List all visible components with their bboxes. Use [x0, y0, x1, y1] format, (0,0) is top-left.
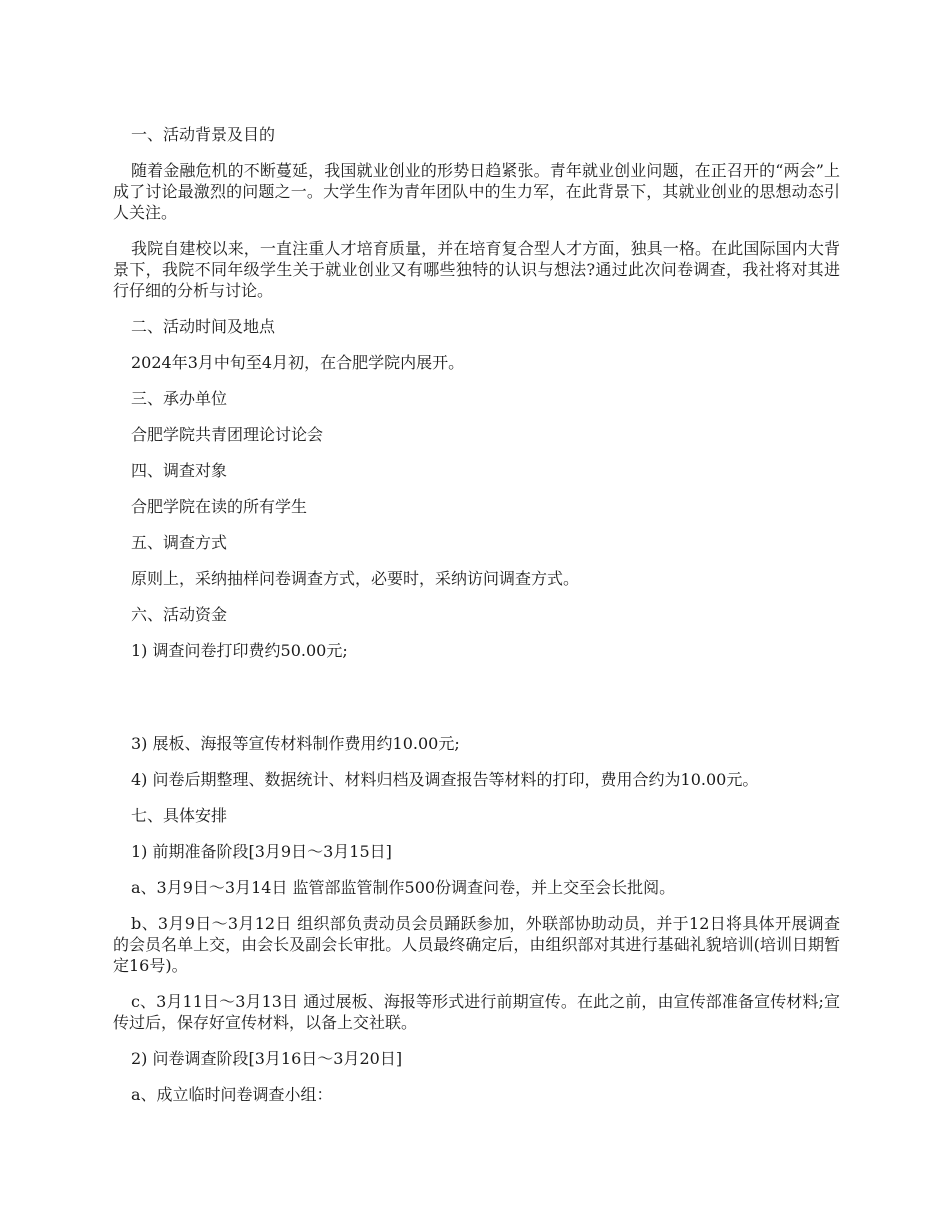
section-heading-target: 四、调查对象: [131, 461, 228, 480]
section-heading-organizer: 三、承办单位: [131, 389, 228, 408]
section-heading-time-place: 二、活动时间及地点: [131, 317, 276, 336]
paragraph-target: 合肥学院在读的所有学生: [131, 497, 308, 516]
section-heading-method: 五、调查方式: [131, 533, 228, 552]
paragraph-background-1: 随着金融危机的不断蔓延，我国就业创业的形势日趋紧张。青年就业创业问题，在正召开的“两会”上成了讨论最激烈的问题之一。大学生作为青年团队中的生力军，在此背景下，其就业创业的思想动态引人关注。: [113, 161, 840, 222]
paragraph-method: 原则上，采纳抽样问卷调查方式，必要时，采纳访问调查方式。: [131, 569, 580, 588]
paragraph-background-2: 我院自建校以来，一直注重人才培育质量，并在培育复合型人才方面，独具一格。在此国际国内大背景下，我院不同年级学生关于就业创业又有哪些独特的认识与想法?通过此次问卷调查，我社将对其进行仔细的分析与讨论。: [113, 239, 840, 300]
section-heading-schedule: 七、具体安排: [131, 806, 228, 825]
funding-item-1: 1) 调查问卷打印费约50.00元;: [131, 641, 348, 660]
schedule-phase-2-item-a: a、成立临时问卷调查小组：: [131, 1085, 333, 1104]
section-heading-background: 一、活动背景及目的: [131, 125, 276, 144]
paragraph-organizer: 合肥学院共青团理论讨论会: [131, 425, 324, 444]
schedule-item-a: a、3月9日～3月14日 监管部监管制作500份调查问卷，并上交至会长批阅。: [131, 878, 676, 897]
schedule-item-b: b、3月9日～3月12日 组织部负责动员会员踊跃参加，外联部协助动员，并于12日将具体开展调查的会员名单上交，由会长及副会长审批。人员最终确定后，由组织部对其进行基础礼貌培训(培训日期暂定16号)。: [113, 914, 840, 975]
funding-item-3: 3) 展板、海报等宣传材料制作费用约10.00元;: [131, 734, 460, 753]
funding-item-blank: [113, 676, 840, 718]
schedule-phase-1: 1) 前期准备阶段[3月9日～3月15日]: [131, 842, 392, 861]
funding-item-4: 4) 问卷后期整理、数据统计、材料归档及调查报告等材料的打印，费用合约为10.00元。: [131, 770, 759, 789]
paragraph-time-place: 2024年3月中旬至4月初，在合肥学院内展开。: [131, 353, 465, 372]
schedule-phase-2: 2) 问卷调查阶段[3月16日～3月20日]: [131, 1049, 403, 1068]
schedule-item-c: c、3月11日～3月13日 通过展板、海报等形式进行前期宣传。在此之前，由宣传部准备宣传材料;宣传过后，保存好宣传材料，以备上交社联。: [113, 992, 840, 1032]
section-heading-funding: 六、活动资金: [131, 605, 228, 624]
document-body: [113, 124, 840, 1120]
